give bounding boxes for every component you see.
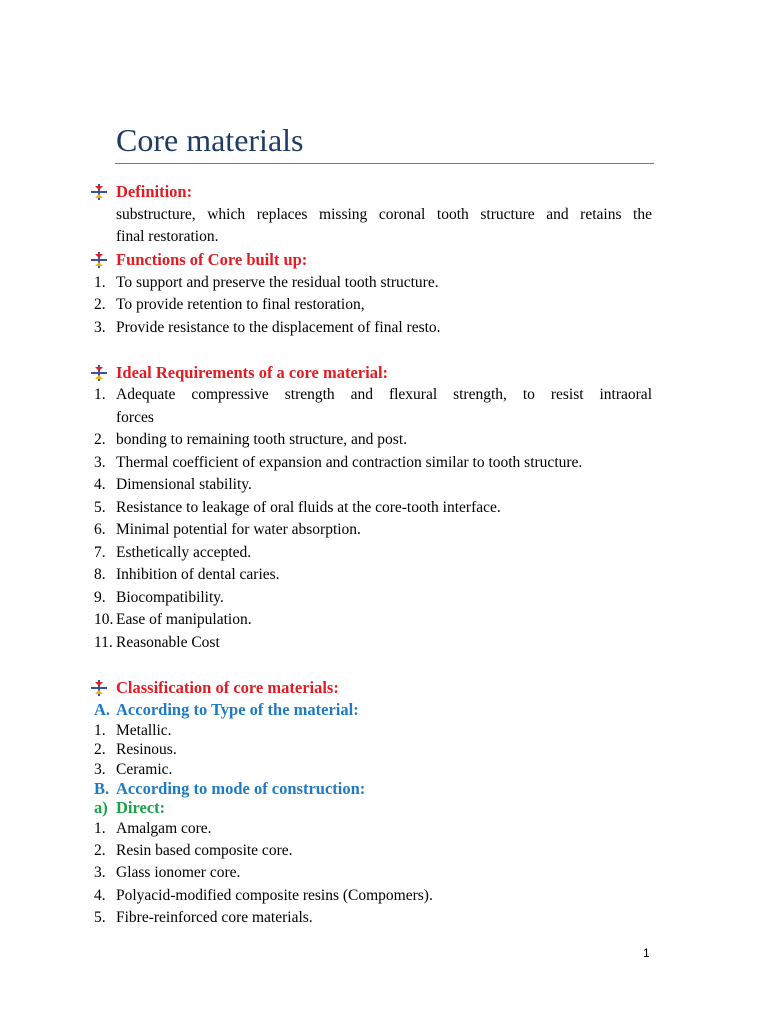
functions-heading: Functions of Core built up: (116, 250, 308, 269)
arrow-bullet-icon (91, 251, 109, 269)
definition-text-line2: final restoration. (116, 228, 219, 245)
requirement-1-line1: Adequate compressive strength and flexural strength, to resist intraoral (116, 386, 652, 403)
title-underline (115, 163, 654, 164)
arrow-bullet-icon (91, 183, 109, 201)
requirement-1-line2: forces (116, 409, 154, 426)
definition-heading: Definition: (116, 182, 193, 201)
document-page: Core materials Definition: substructure, which replaces missing coronal tooth structure and retains the final restoration. Functions of Core built up: 1. To support and preserve the residual tooth structure. 2. To provide retention to final restoration, 3. Provide resistance to the displacement of final resto. Ideal Requirements of a core material: 1. Adequate compressive strength and flexural strength, to resist intraoral forces 2. bonding to remaining tooth structure, and post. 3. Thermal coefficient of expansion and contraction similar to tooth structure. 4. Dimensional stability. 5. Resistance to leakage of oral fluids at the core-tooth interface. 6. Minimal potential for water absorption. 7. Esthetically accepted. 8. Inhibition of dental caries. 9. Biocompatibility. 10. Ease of manipulation. 11. Reasonable Cost Classification of core materials: A. According to Type of the material: 1. Metallic. 2. Resinous. 3. Ceramic. B. According to mode of construction: a) Direct: 1. Amalgam core. 2. Resin based composite core. 3. Glass ionomer core. 4. Polyacid-modified composite resins (Compomers). 5. Fibre-reinforced core materials. 1 (0, 0, 768, 1024)
page-number: 1 (643, 946, 650, 960)
arrow-bullet-icon (91, 679, 109, 697)
arrow-bullet-icon (91, 364, 109, 382)
classification-heading: Classification of core materials: (116, 678, 339, 697)
requirements-heading: Ideal Requirements of a core material: (116, 363, 389, 382)
definition-text-line1: substructure, which replaces missing coronal tooth structure and retains the (116, 206, 652, 223)
page-title: Core materials (116, 122, 304, 158)
